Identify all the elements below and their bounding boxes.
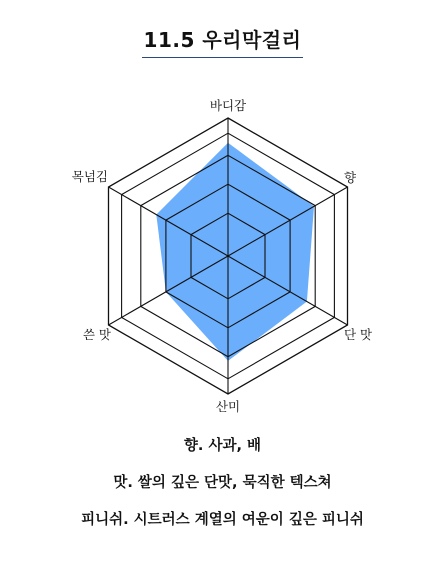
axis-label-bitterness: 쓴 맛 <box>82 327 111 342</box>
note-finish: 피니쉬. 시트러스 계열의 여운이 깊은 피니쉬 <box>81 512 364 528</box>
axis-label-finish-swallow: 목넘김 <box>71 169 108 184</box>
axis-label-body: 바디감 <box>209 98 247 113</box>
axis-label-acidity: 산미 <box>215 399 241 414</box>
axis-label-aroma: 향 <box>344 170 357 185</box>
chart-title: 11.5 우리막걸리 <box>142 24 304 58</box>
note-taste: 맛. 쌀의 깊은 단맛, 묵직한 텍스쳐 <box>113 475 332 491</box>
note-aroma: 향. 사과, 배 <box>183 438 262 454</box>
radar-spokes <box>109 118 348 394</box>
axis-label-sweetness: 단 맛 <box>344 327 373 342</box>
